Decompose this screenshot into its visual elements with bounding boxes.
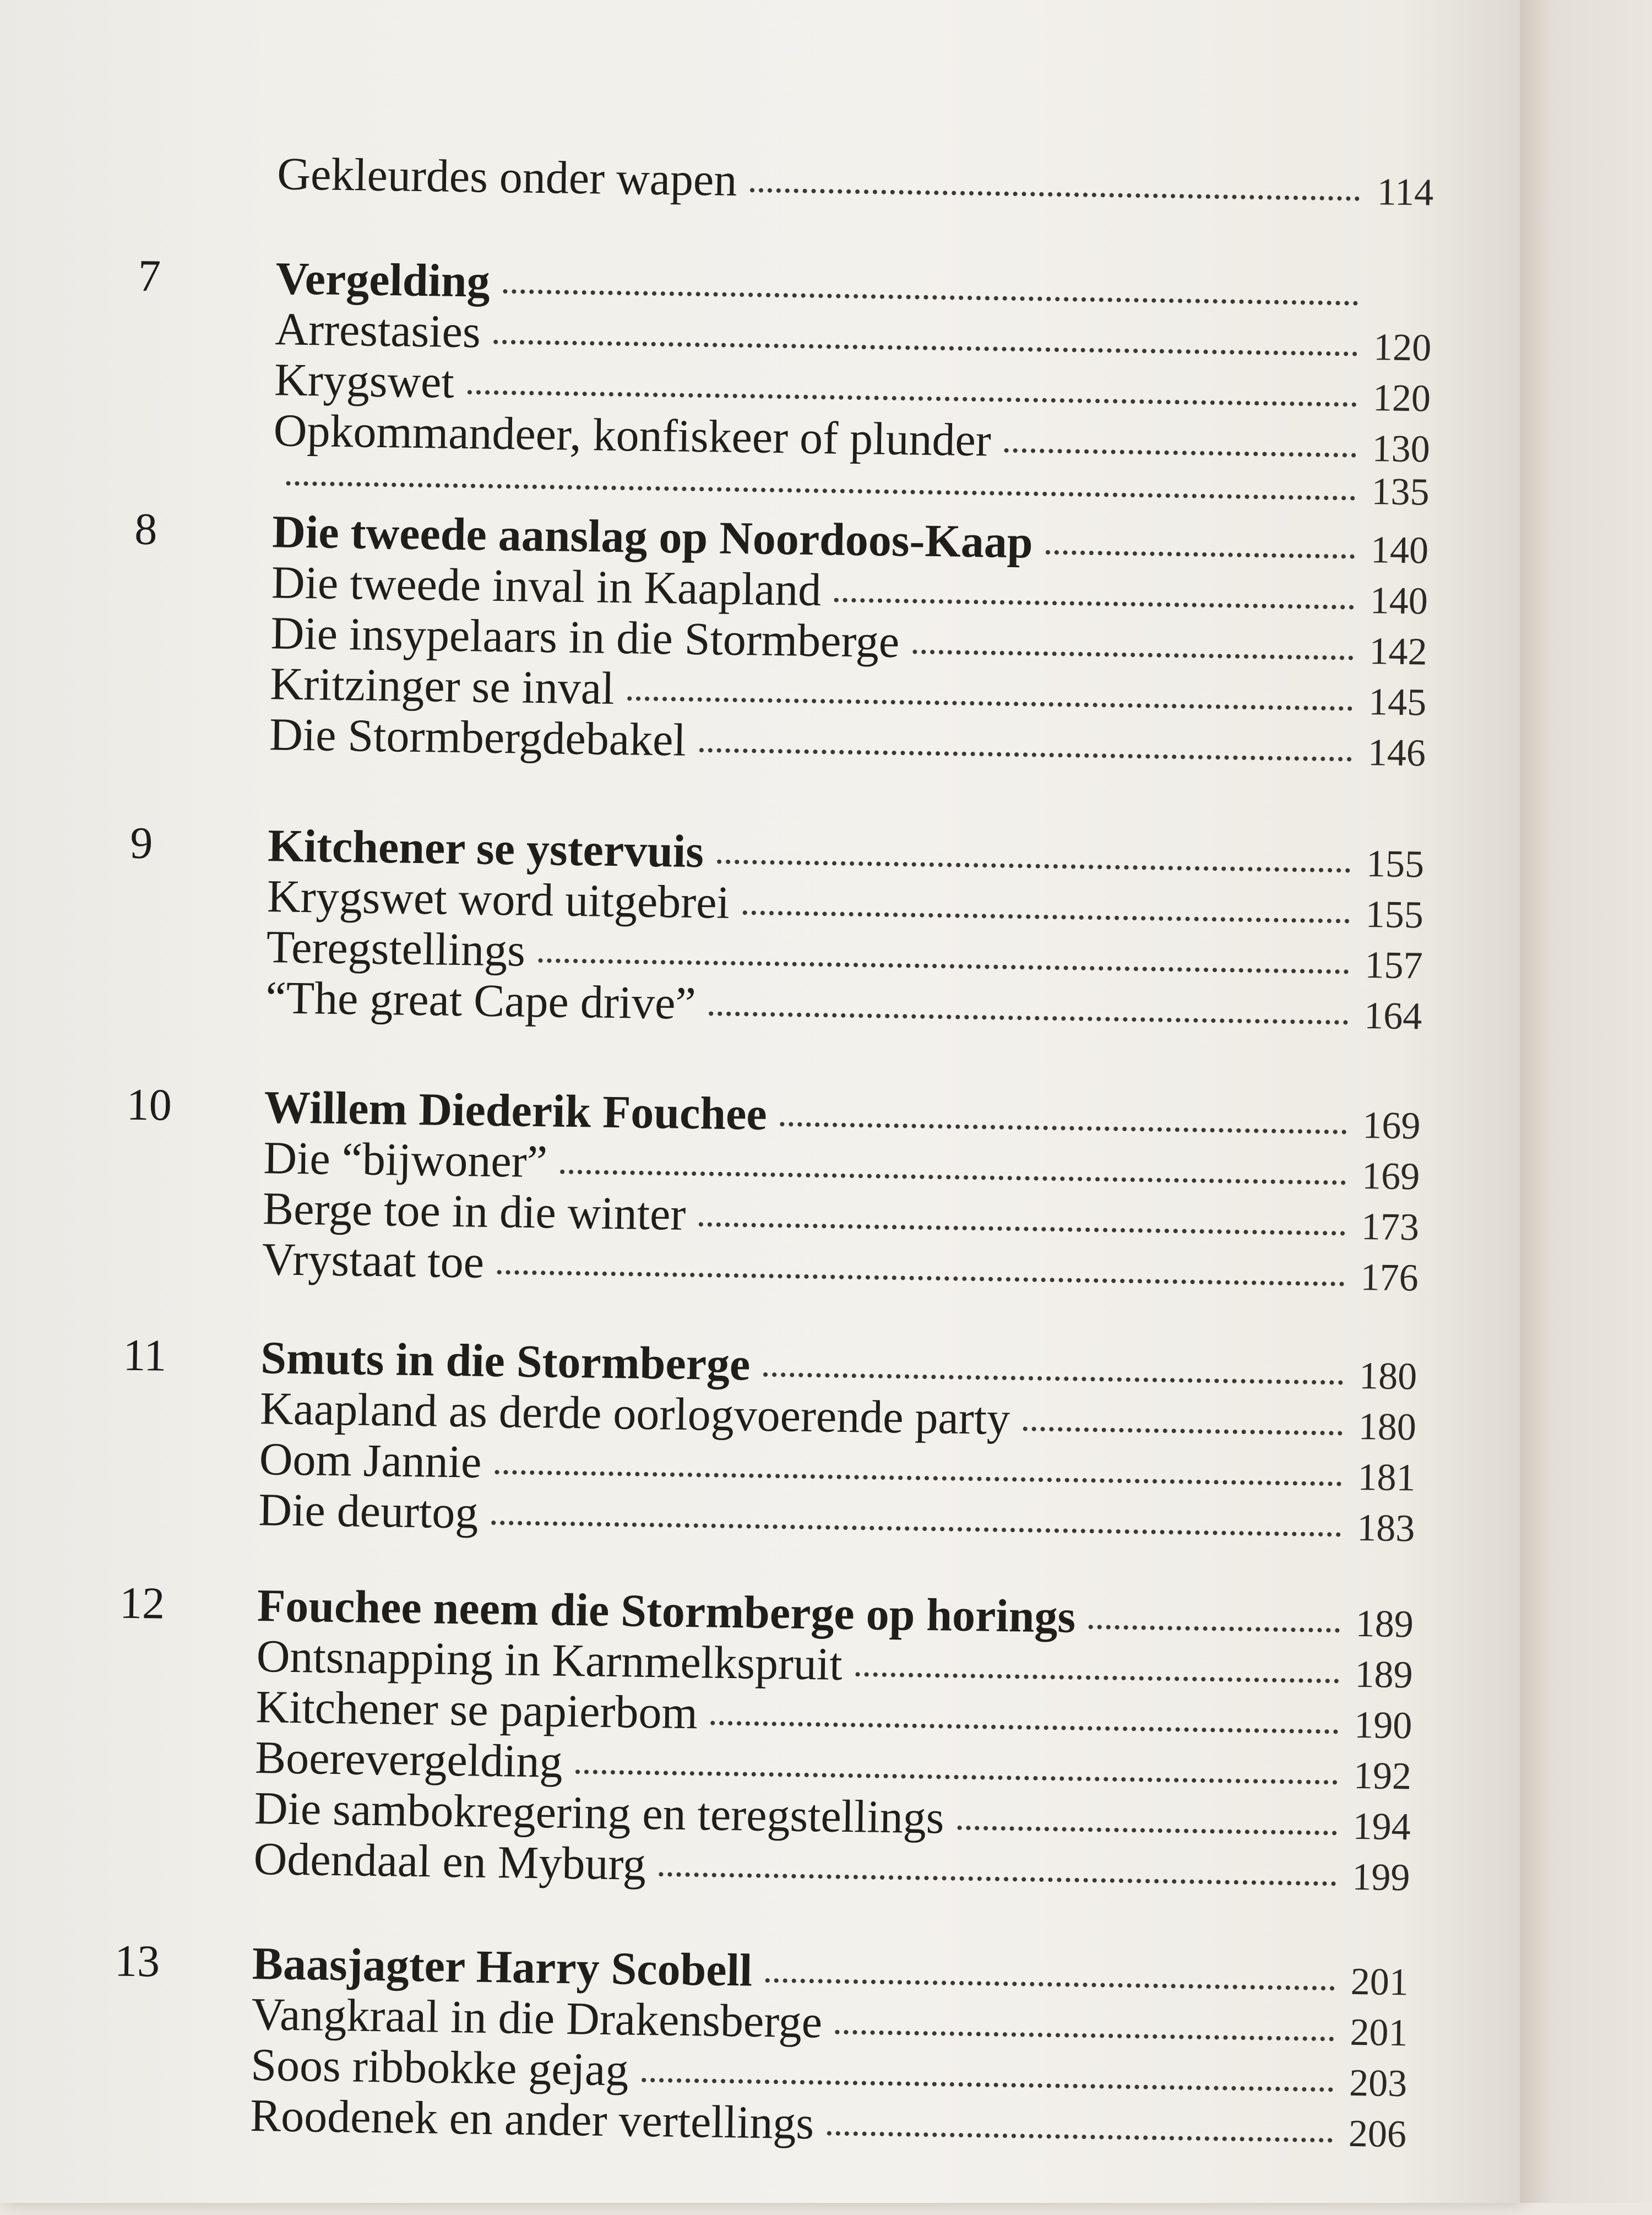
page-number: 157 bbox=[1365, 944, 1423, 987]
dot-leader bbox=[494, 1470, 1341, 1486]
dot-leader bbox=[709, 1011, 1348, 1024]
entry-title: Die Stormbergdebakel bbox=[269, 709, 687, 766]
chapter-number: 9 bbox=[129, 817, 154, 868]
entry-title: Die tweede inval in Kaapland bbox=[271, 557, 822, 616]
dot-leader bbox=[503, 289, 1358, 306]
chapter-title: Die tweede aanslag op Noordoos-Kaap bbox=[271, 506, 1034, 568]
dot-leader bbox=[1046, 550, 1355, 559]
entry-title: Vrystaat toe bbox=[262, 1234, 485, 1288]
entry-title: Teregstellings bbox=[266, 921, 526, 976]
page-number: 201 bbox=[1349, 2011, 1409, 2055]
entry-title: Berge toe in die winter bbox=[262, 1183, 687, 1240]
dot-leader bbox=[780, 1122, 1346, 1134]
chapter-title: Willem Diederik Fouchee bbox=[264, 1082, 768, 1140]
dot-leader bbox=[1023, 1426, 1343, 1435]
page-number: 203 bbox=[1349, 2061, 1408, 2105]
chapter-number: 11 bbox=[122, 1329, 167, 1381]
entry-title: Kitchener se papierbom bbox=[255, 1681, 698, 1739]
page-number: 114 bbox=[1377, 171, 1434, 214]
page-number: 180 bbox=[1358, 1354, 1417, 1398]
page-number: 173 bbox=[1361, 1205, 1420, 1249]
page-number: 189 bbox=[1355, 1653, 1414, 1697]
dot-leader bbox=[743, 910, 1350, 923]
dot-leader bbox=[627, 696, 1352, 710]
entry-title: Krygswet bbox=[274, 354, 455, 408]
dot-leader bbox=[717, 860, 1350, 873]
page-number: 120 bbox=[1372, 377, 1431, 420]
dot-leader bbox=[699, 748, 1351, 762]
dot-leader bbox=[561, 1170, 1346, 1185]
page-number bbox=[1371, 309, 1432, 310]
page-number: 190 bbox=[1354, 1703, 1412, 1747]
dot-leader bbox=[493, 340, 1357, 356]
chapter-number: 7 bbox=[138, 250, 161, 301]
dot-leader bbox=[1089, 1625, 1340, 1632]
page-number: 142 bbox=[1368, 630, 1428, 674]
page-number: 206 bbox=[1348, 2112, 1407, 2156]
page-number: 140 bbox=[1370, 529, 1429, 572]
chapter-9 bbox=[4, 816, 1652, 1038]
dot-leader bbox=[286, 481, 1356, 501]
page-number: 194 bbox=[1352, 1805, 1411, 1849]
chapter-10 bbox=[0, 1077, 1652, 1300]
entry-title: Die insypelaars in die Stormberge bbox=[270, 607, 900, 668]
page-number: 130 bbox=[1372, 427, 1431, 471]
dot-leader bbox=[750, 188, 1360, 200]
entry-title: “The great Cape drive” bbox=[265, 972, 697, 1030]
entry-title: Kaapland as derde oorlogvoerende party bbox=[259, 1383, 1010, 1445]
entry-title: Die deurtog bbox=[258, 1484, 479, 1539]
chapter-number: 8 bbox=[134, 503, 158, 555]
chapter-11 bbox=[0, 1327, 1649, 1550]
page-number: 169 bbox=[1361, 1155, 1420, 1198]
dot-leader bbox=[467, 390, 1356, 407]
page-number: 176 bbox=[1360, 1256, 1419, 1300]
entry-title: Oom Jannie bbox=[259, 1434, 482, 1488]
dot-leader bbox=[491, 1521, 1341, 1537]
dot-leader bbox=[765, 1978, 1335, 1990]
chapter-13 bbox=[0, 1933, 1640, 2156]
page-number: 155 bbox=[1365, 893, 1424, 937]
page-number: 164 bbox=[1363, 995, 1422, 1038]
entry-title: Arrestasies bbox=[274, 303, 481, 358]
page-number: 140 bbox=[1370, 579, 1428, 623]
dot-leader bbox=[659, 1872, 1336, 1886]
entry-title: Roodenek en ander vertellings bbox=[249, 2089, 814, 2149]
dot-leader bbox=[538, 958, 1349, 974]
page-number: 189 bbox=[1355, 1602, 1414, 1646]
entry-title: Die sambokregering en teregstellings bbox=[254, 1783, 945, 1844]
page-number: 169 bbox=[1362, 1104, 1421, 1148]
chapter-title: Fouchee neem die Stormberge op horings bbox=[257, 1580, 1076, 1643]
page-number: 201 bbox=[1350, 1960, 1409, 2004]
dot-leader bbox=[763, 1372, 1343, 1385]
chapter-7 bbox=[12, 248, 1652, 514]
chapter-title: Smuts in die Stormberge bbox=[260, 1332, 751, 1391]
dot-leader bbox=[855, 1672, 1339, 1683]
dot-leader bbox=[1004, 448, 1356, 458]
page-number: 155 bbox=[1366, 843, 1425, 886]
dot-leader bbox=[912, 650, 1354, 660]
page-number: 145 bbox=[1368, 681, 1427, 724]
chapter-number: 10 bbox=[126, 1079, 172, 1130]
dot-leader bbox=[835, 2030, 1334, 2042]
entry-title: Die “bijwoner” bbox=[263, 1132, 548, 1188]
entry-title: Soos ribbokke gejag bbox=[250, 2039, 629, 2096]
entry-title: Vangkraal in die Drakensberge bbox=[251, 1988, 823, 2048]
page-number: 146 bbox=[1367, 731, 1426, 775]
page-number: 135 bbox=[1371, 470, 1430, 514]
entry-title: Odendaal en Myburg bbox=[253, 1833, 646, 1890]
chapter-number: 12 bbox=[119, 1577, 165, 1628]
chapter-title: Baasjagter Harry Scobell bbox=[252, 1938, 753, 1996]
dot-leader bbox=[575, 1769, 1338, 1784]
dot-leader bbox=[642, 2078, 1333, 2092]
page-number: 192 bbox=[1353, 1754, 1412, 1798]
chapter-12 bbox=[0, 1575, 1645, 1899]
page-number: 181 bbox=[1357, 1456, 1416, 1500]
page-number: 120 bbox=[1373, 326, 1432, 370]
entry-title: Ontsnapping in Karnmelkspruit bbox=[256, 1631, 843, 1690]
dot-leader bbox=[497, 1270, 1345, 1286]
entry-title: Boerevergelding bbox=[254, 1732, 563, 1788]
chapter-title: Kitchener se ystervuis bbox=[267, 820, 704, 878]
page-number: 183 bbox=[1356, 1506, 1415, 1550]
page-number: 199 bbox=[1351, 1855, 1410, 1899]
entry-title: Opkommandeer, konfiskeer of plunder bbox=[273, 405, 992, 466]
chapter-number: 13 bbox=[114, 1935, 160, 1986]
chapter-title: Vergelding bbox=[275, 253, 491, 307]
entry-title: Krygswet word uitgebrei bbox=[267, 871, 730, 929]
dot-leader bbox=[711, 1721, 1339, 1734]
dot-leader bbox=[827, 2131, 1333, 2143]
dot-leader bbox=[834, 598, 1354, 610]
page-number: 180 bbox=[1358, 1405, 1417, 1449]
dot-leader bbox=[699, 1222, 1345, 1235]
entry-title: Gekleurdes onder wapen bbox=[276, 148, 737, 206]
toc-entry bbox=[277, 147, 1434, 214]
dot-leader bbox=[957, 1826, 1336, 1836]
entry-title: Kritzinger se inval bbox=[269, 658, 615, 714]
